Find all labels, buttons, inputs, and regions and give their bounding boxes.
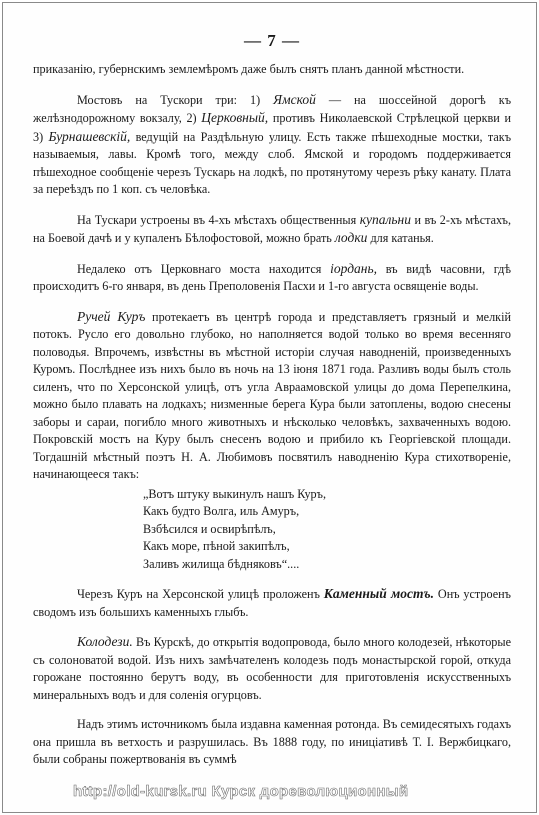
term-kur-stream: Ручей Куръ bbox=[77, 308, 146, 324]
term-wells: Колодези. bbox=[77, 634, 133, 649]
term-iordan: іордань, bbox=[330, 260, 377, 276]
poem-line: „Вотъ штуку выкинулъ нашъ Куръ, bbox=[143, 486, 326, 501]
site-watermark: http://old-kursk.ru Курск дореволюционный bbox=[73, 783, 409, 800]
book-page bbox=[33, 3, 511, 769]
term-lodki: лодки bbox=[334, 230, 368, 245]
bridge-tserkovny: Церковный, bbox=[201, 110, 269, 125]
page-frame bbox=[2, 2, 537, 813]
bridge-yamskoy: Ямской bbox=[273, 91, 316, 107]
page-number: — 7 — bbox=[244, 31, 300, 50]
page-body bbox=[33, 61, 511, 769]
paragraph-bathhouses: На Тускари устроены въ 4-хъ мѣстахъ общественныя купальни и въ 2-хъ мѣстахъ, на Боевой дачѣ и у купаленъ Бѣлофостовой, можно брать лодки для катанья. bbox=[33, 211, 511, 245]
paragraph-wells: Колодези. Въ Курскѣ, до открытія водопровода, было много колодезей, нѣкоторые съ солоноватой водой. Изъ нихъ замѣчателенъ колодезь подъ монастырской горой, откуда горожане постоянно берутъ воду, въ особенности для приготовленія искусственныхъ минеральныхъ водъ и для соленія огурцовъ. bbox=[33, 634, 511, 702]
bridge-burnashevsky: Бурнашевскій, bbox=[48, 128, 131, 144]
poem-line: Какъ будто Волга, иль Амуръ, bbox=[143, 504, 300, 518]
poem-line: Заливъ жилища бѣдняковъ“.... bbox=[143, 556, 300, 571]
poem-line: Какъ море, пѣной закипѣлъ, bbox=[143, 539, 290, 553]
poem-quote bbox=[143, 486, 511, 574]
poem-line: Взбѣсился и освирѣпѣлъ, bbox=[143, 521, 276, 536]
paragraph-stone-bridge: Черезъ Куръ на Херсонской улицѣ проложенъ Каменный мостъ. Онъ устроенъ сводомъ изъ большихъ каменныхъ глыбъ. bbox=[33, 586, 511, 619]
paragraph-rotunda: Надъ этимъ источникомъ была издавна каменная ротонда. Въ семидесятыхъ годахъ она пришла въ ветхость и разрушилась. Въ 1888 году, по иниціативѣ Т. І. Вержбицкаго, были собраны пожертвованія въ суммѣ bbox=[33, 717, 511, 766]
term-kupalni: купальни bbox=[359, 211, 412, 227]
paragraph-kur-stream: Ручей Куръ протекаетъ въ центрѣ города и представляетъ грязный и мелкій потокъ. Русло его довольно глубоко, но наполняется водой только во время весенняго половодья. Впрочемъ, извѣстны въ мѣстной исторіи случая наводненій, произведенныхъ Куромъ. Послѣднее изъ нихъ было въ ночь на 13 іюня 1871 года. Разливъ воды былъ столь силенъ, что по Херсонской улицѣ, отъ угла Авраамовской улицы до дома Перепелкина, можно было плавать на лодкахъ; низменные берега Кура были затоплены, водою снесены заборы и сараи, погибло много животныхъ и нѣсколько человѣкъ, захваченныхъ водою. Покровскій мостъ на Куру былъ снесенъ водою и прибило къ Георгіевской площади. Тогдашній мѣстный поэтъ Н. А. Любимовъ посвятилъ наводненію Кура стихотвореніе, начинающееся такъ: bbox=[33, 308, 511, 481]
paragraph-land-survey: приказанію, губернскимъ землемѣромъ даже былъ снятъ планъ данной мѣстности. bbox=[33, 62, 465, 76]
paragraph-bridges: Мостовъ на Тускори три: 1) Ямской — на шоссейной дорогѣ къ желѣзнодорожному вокзалу, 2) Церковный, противъ Николаевской Стрѣлецкой церкви и 3) Бурнашевскій, ведущій на Раздѣльную улицу. Есть также пѣшеходные мостки, такъ называемыя, лавы. Кромѣ того, между слоб. Ямской и городомъ поддерживается пѣшеходное сообщеніе черезъ Тускарь на лодкѣ, по протянутому черезъ рѣку канату. Плата за переѣздъ по 1 коп. съ человѣка. bbox=[33, 91, 511, 196]
paragraph-iordan: Недалеко отъ Церковнаго моста находится іордань, въ видѣ часовни, гдѣ происходитъ 6-го января, въ день Преполовенія Пасхи и 1-го августа освященіе воды. bbox=[33, 260, 511, 293]
term-stone-bridge: Каменный мостъ. bbox=[323, 586, 434, 601]
